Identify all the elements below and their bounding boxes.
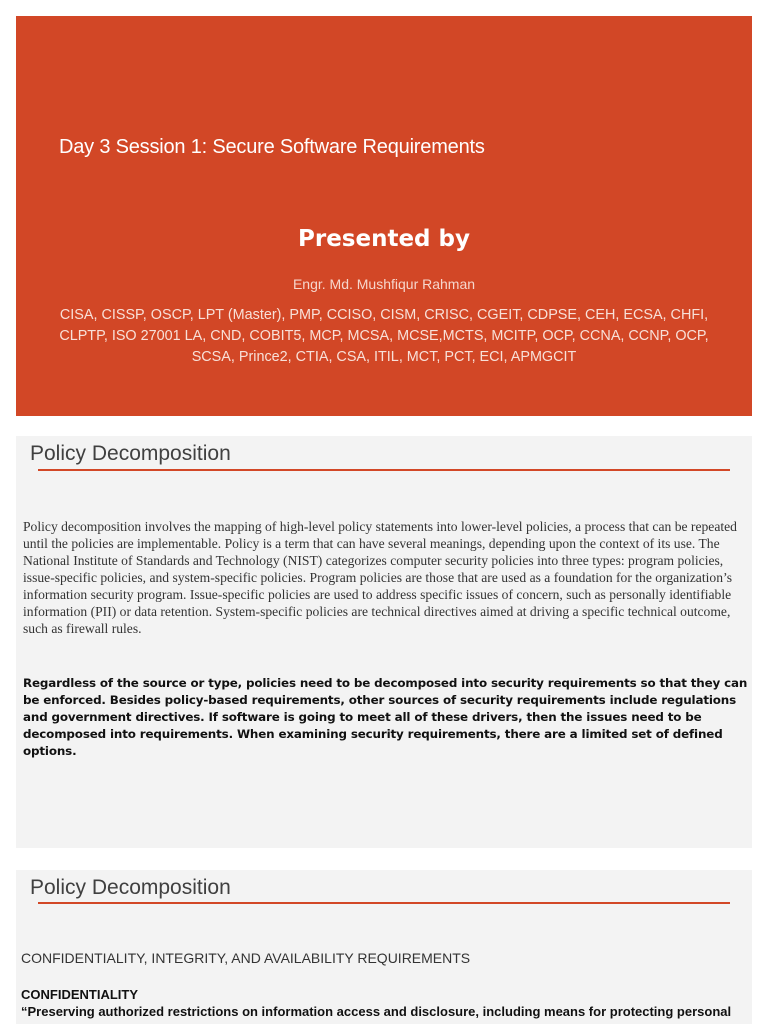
presenter-name: Engr. Md. Mushfiqur Rahman — [292, 276, 476, 292]
slide-heading: Policy Decomposition — [30, 876, 231, 899]
cia-requirements-slide — [16, 870, 752, 1024]
heading-underline — [38, 902, 730, 904]
confidentiality-definition: “Preserving authorized restrictions on information access and disclosure, including means for protecting personal — [21, 1004, 732, 1019]
title-slide — [16, 16, 752, 416]
cia-section-heading: CONFIDENTIALITY, INTEGRITY, AND AVAILABILITY REQUIREMENTS — [21, 950, 471, 966]
session-title: Day 3 Session 1: Secure Software Requirements — [59, 136, 485, 158]
requirements-paragraph: Regardless of the source or type, policies need to be decomposed into security requirements so that they can be enforced. Besides policy-based requirements, other sources of security requirements include regulations and government directives. If software is going to meet all of these drivers, then the issues need to be decomposed into requirements. When examining security requirements, there are a limited set of defined options. — [23, 676, 748, 758]
heading-underline — [38, 469, 730, 471]
policy-decomposition-slide — [16, 436, 752, 848]
slide-heading: Policy Decomposition — [30, 442, 231, 465]
confidentiality-label: CONFIDENTIALITY — [21, 987, 138, 1002]
presenter-certifications: CISA, CISSP, OSCP, LPT (Master), PMP, CCISO, CISM, CRISC, CGEIT, CDPSE, CEH, ECSA, CHFI, CLPTP, ISO 27001 LA, CND, COBIT5, MCP, MCSA, MCSE,MCTS, MCITP, OCP, CCNA, CCNP, OCP, SCSA, Prince2, CTIA, CSA, ITIL, MCT, PCT, ECI, APMGCIT — [59, 307, 709, 365]
presented-by-heading: Presented by — [298, 226, 470, 252]
policy-paragraph: Policy decomposition involves the mapping of high-level policy statements into lower-level policies, a process that can be repeated until the policies are implementable. Policy is a term that can have several meanings, depending upon the context of its use. The National Institute of Standards and Technology (NIST) categorizes computer security policies into three types: program policies, issue-specific policies, and system-specific policies. Program policies are those that are used as a foundation for the organization’s information security program. Issue-specific policies are used to address specific issues of concern, such as personally identifiable information (PII) or data retention. System-specific policies are technical directives aimed at driving a specific technical outcome, such as firewall rules. — [23, 519, 737, 636]
